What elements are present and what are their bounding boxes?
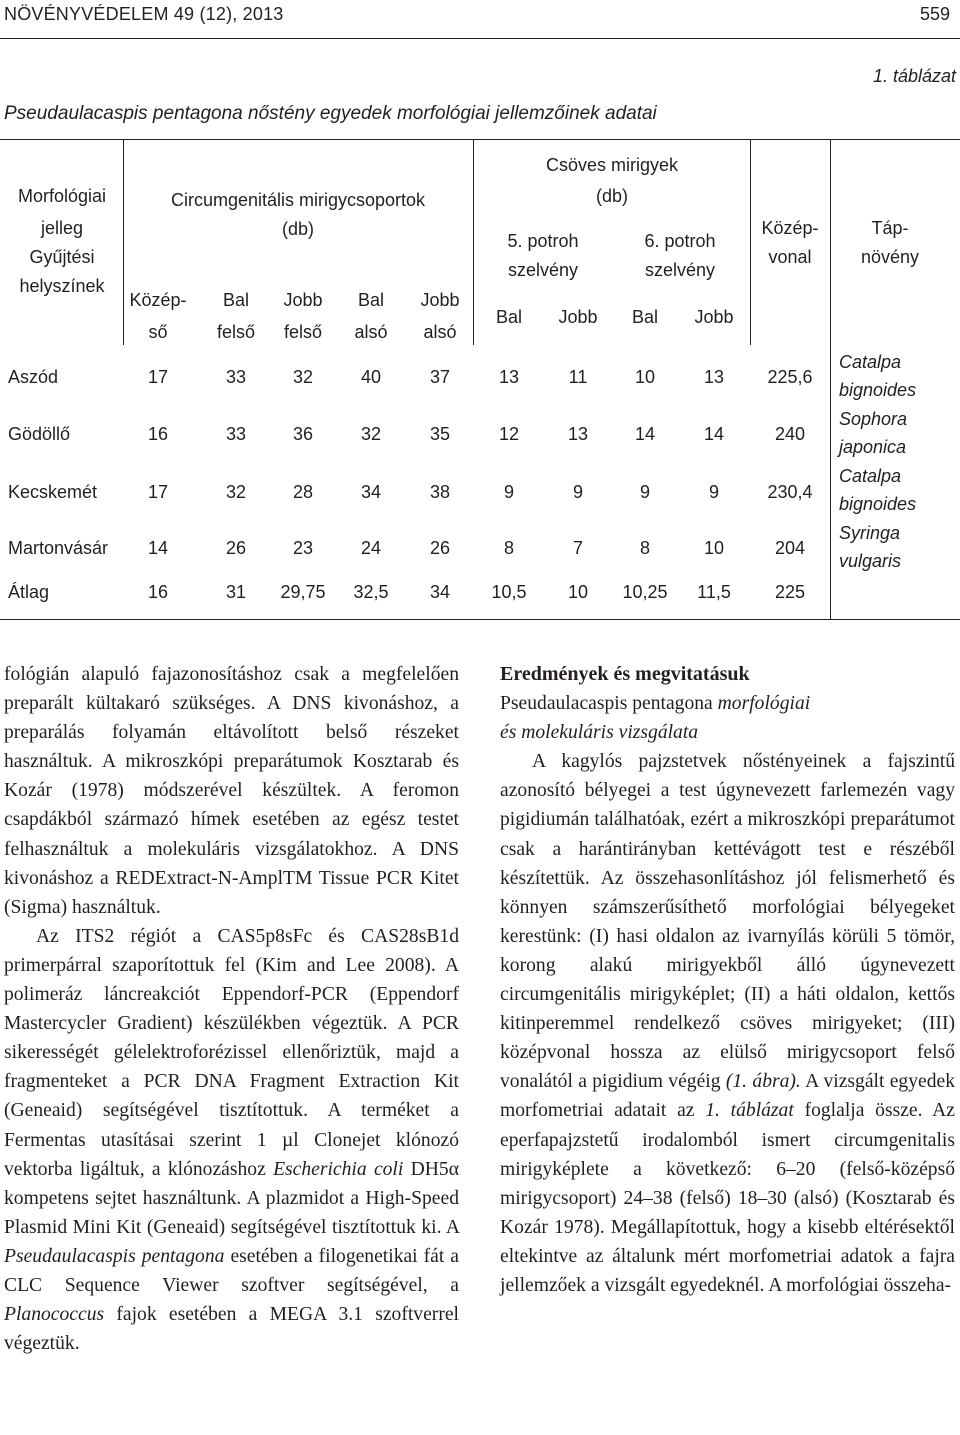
table-cell: 16 — [147, 424, 169, 444]
table-cell: 17 — [147, 482, 169, 502]
hdr-jobb-felso-1: Jobb — [283, 290, 323, 310]
table-cell: 12 — [498, 424, 520, 444]
table-cell: 26 — [225, 538, 247, 558]
hdr-bal-also-2: alsó — [354, 322, 388, 342]
hdr-jobb-also-2: alsó — [423, 322, 457, 342]
table-cell: 225,6 — [767, 367, 813, 387]
table-cell: 35 — [429, 424, 451, 444]
table-cell: 11 — [568, 367, 588, 387]
page-number: 559 — [919, 4, 950, 24]
table-cell: 32 — [292, 367, 314, 387]
table-cell: 14 — [147, 538, 169, 558]
table-cell: 34 — [360, 482, 382, 502]
table-number: 1. táblázat — [872, 66, 956, 86]
hdr-csoves: Csöves mirigyek — [545, 155, 679, 175]
table-cell: 28 — [292, 482, 314, 502]
hdr-jobb-also-1: Jobb — [420, 290, 460, 310]
table-top-rule — [0, 139, 960, 140]
genus-planococcus: Planococcus — [4, 1304, 105, 1326]
table-title-species: Pseudaulacaspis pentagona — [4, 103, 243, 124]
hdr-kozep2: ső — [148, 322, 168, 342]
table-cell: 23 — [292, 538, 314, 558]
section-heading: Eredmények és megvitatásuk — [500, 663, 750, 685]
host-4-l1: Syringa — [839, 523, 901, 543]
hdr-bal-felso-1: Bal — [222, 290, 250, 310]
table-cell: 8 — [503, 538, 515, 558]
table-cell: 32,5 — [353, 582, 389, 602]
hdr-p6-1: 6. potroh — [644, 231, 716, 251]
hdr-gyujtesi: Gyűjtési — [29, 247, 95, 267]
vrule-1 — [123, 139, 124, 345]
table-cell: 32 — [360, 424, 382, 444]
table-cell: 9 — [708, 482, 720, 502]
table-cell: 9 — [572, 482, 584, 502]
table-cell: 10 — [634, 367, 656, 387]
table-cell: 33 — [225, 424, 247, 444]
header-rule — [0, 38, 960, 39]
hdr-p5-2: szelvény — [507, 260, 579, 280]
hdr-jobb-a: Jobb — [558, 307, 598, 327]
left-paragraph-1: fológián alapuló fajazonosításhoz csak a megfelelően preparált kültakaró szükséges. A DNS kivonáshoz, a preparálás folyamán eltávolított belső részeket használtuk. A mikroszkópi preparátumok Kosztarab és Kozár (1978) módszerével készültek. A feromon csapdákból származó hímek esetében az egész testet felhasználtuk a molekuláris vizsgálatokhoz. A DNS kivonáshoz a REDExtract-N-AmplTM Tissue PCR Kitet (Sigma) használtuk. — [4, 664, 459, 918]
subsection-heading: Pseudaulacaspis pentagona morfológiai és molekuláris vizsgálata — [500, 693, 811, 744]
hdr-bal-felso-2: felső — [216, 322, 256, 342]
table-cell: 14 — [634, 424, 656, 444]
table-cell: 9 — [503, 482, 515, 502]
body-column-right — [500, 660, 955, 1300]
hdr-helyszinek: helyszínek — [19, 276, 105, 296]
hdr-jobb-b: Jobb — [694, 307, 734, 327]
row-site: Átlag — [8, 582, 50, 602]
hdr-jobb-felso-2: felső — [283, 322, 323, 342]
table-cell: 10 — [567, 582, 589, 602]
hdr-bal-b: Bal — [631, 307, 659, 327]
hdr-tap-1: Táp- — [871, 218, 909, 238]
table-cell: 16 — [147, 582, 169, 602]
table-cell: 24 — [360, 538, 382, 558]
hdr-jelleg: jelleg — [40, 218, 84, 238]
table-cell: 34 — [429, 582, 451, 602]
host-3-l2: bignoides — [839, 494, 917, 514]
row-site: Aszód — [8, 367, 59, 387]
hdr-p6-2: szelvény — [644, 260, 716, 280]
row-site: Gödöllő — [8, 424, 71, 444]
hdr-kozep1: Közép- — [129, 290, 187, 310]
host-2-l1: Sophora — [839, 409, 908, 429]
table-bottom-rule — [0, 619, 960, 620]
table-cell: 13 — [703, 367, 725, 387]
row-site: Martonvásár — [8, 538, 109, 558]
hdr-tap-2: növény — [860, 247, 920, 267]
table-cell: 8 — [639, 538, 651, 558]
right-paragraph-1: A kagylós pajzstetvek nőstényeinek a fajszintű azonosító bélyegei a test úgynevezett farlemezén vagy pigidiumán találhatóak, ezért a mikroszkópi preparátumot csak a harántirányban kettévágott test e részéből készítettük. Az összehasonlításhoz jól felismerhető és könnyen számszerűsíthető morfológiai bélyegeket kerestünk: (I) hasi oldalon az ivarnyílás körüli 5 tömör, korong alakú mirigyekből álló úgynevezett circumgenitális mirigyképlet; (II) a háti oldalon, kettős kitinperemmel rendelkező csöves mirigyeket; (III) középvonal hossza az elülső mirigycsoport felső vonalától a pigidium végéig (1. ábra). A vizsgált egyedek morfometriai adatait az 1. táblázat foglalja össze. Az eperfapajzstetű irodalomból ismert circumgenitalis mirigyképlete a következő: 6–20 (felső-középső mirigycsoport) 24–38 (felső) 18–30 (alsó) (Kosztarab és Kozár 1978). Megállapítottuk, hogy a kisebb eltérésektől eltekintve az általunk mért morfometriai adatok a fajra jellemzőek a vizsgált egyedeknél. A morfológiai összeha- — [500, 751, 955, 1296]
host-4-l2: vulgaris — [839, 551, 902, 571]
table-cell: 33 — [225, 367, 247, 387]
morphology-table — [0, 139, 960, 619]
journal-header: NÖVÉNYVÉDELEM 49 (12), 2013 — [4, 4, 284, 24]
host-2-l2: japonica — [839, 437, 907, 457]
vrule-2 — [473, 139, 474, 345]
table-cell: 10,5 — [491, 582, 527, 602]
table-cell: 204 — [774, 538, 806, 558]
hdr-kozepvonal-1: Közép- — [761, 218, 819, 238]
table-cell: 29,75 — [280, 582, 326, 602]
hdr-circ-db: (db) — [281, 219, 315, 239]
hdr-morf: Morfológiai — [17, 186, 107, 206]
vrule-3 — [750, 139, 751, 345]
body-column-left — [4, 660, 459, 1358]
hdr-kozepvonal-2: vonal — [768, 247, 812, 267]
table-cell: 32 — [225, 482, 247, 502]
figure-ref: (1. ábra). — [725, 1071, 801, 1093]
table-cell: 17 — [147, 367, 169, 387]
vrule-4 — [830, 139, 831, 619]
hdr-p5-1: 5. potroh — [507, 231, 579, 251]
host-1-l2: bignoides — [839, 380, 917, 400]
hdr-csoves-db: (db) — [595, 186, 629, 206]
table-cell: 36 — [292, 424, 314, 444]
table-cell: 7 — [572, 538, 584, 558]
hdr-bal-a: Bal — [495, 307, 523, 327]
table-cell: 31 — [225, 582, 247, 602]
row-site: Kecskemét — [8, 482, 98, 502]
host-3-l1: Catalpa — [839, 466, 902, 486]
table-cell: 38 — [429, 482, 451, 502]
hdr-bal-also-1: Bal — [357, 290, 385, 310]
table-cell: 10 — [703, 538, 725, 558]
hdr-circ: Circumgenitális mirigycsoportok — [170, 190, 426, 210]
table-cell: 10,25 — [622, 582, 668, 602]
left-paragraph-2: Az ITS2 régiót a CAS5p8sFc és CAS28sB1d primerpárral szaporítottuk fel (Kim and Lee 2008). A polimeráz láncreakciót Eppendorf-PCR (Eppendorf Mastercycler Gradient) készülékben végeztük. A PCR sikerességét gélelektroforézissel ellenőriztük, majd a fragmenteket a PCR DNA Fragment Extraction Kit (Geneaid) segítségével tisztítottuk. A terméket a Fermentas utasításai szerint 1 µl Clonejet klónozó vektorba ligáltuk, a klónozáshoz Escherichia coli DH5α kompetens sejtet használtunk. A plazmidot a High-Speed Plasmid Mini Kit (Geneaid) segítségével tisztítottuk ki. A Pseudaulacaspis pentagona esetében a filogenetikai fát a CLC Sequence Viewer szoftver segítségével, a Planococcus fajok esetében a MEGA 3.1 szoftverrel végeztük. — [4, 925, 460, 1355]
table-title — [4, 103, 657, 125]
table-cell: 37 — [429, 367, 451, 387]
host-1-l1: Catalpa — [839, 352, 902, 372]
table-cell: 230,4 — [767, 482, 813, 502]
species-ecoli: Escherichia coli — [273, 1158, 404, 1180]
table-cell: 26 — [429, 538, 451, 558]
table-cell: 14 — [703, 424, 725, 444]
table-cell: 13 — [498, 367, 520, 387]
table-ref: 1. táblázat — [705, 1100, 794, 1122]
table-cell: 9 — [639, 482, 651, 502]
table-cell: 225 — [774, 582, 806, 602]
table-cell: 40 — [360, 367, 382, 387]
table-cell: 11,5 — [697, 582, 731, 602]
table-cell: 240 — [774, 424, 806, 444]
species-pseudaulacaspis: Pseudaulacaspis pentagona — [4, 1245, 225, 1267]
table-cell: 13 — [567, 424, 589, 444]
table-title-rest: nőstény egyedek morfológiai jellemzőinek adatai — [248, 103, 657, 124]
